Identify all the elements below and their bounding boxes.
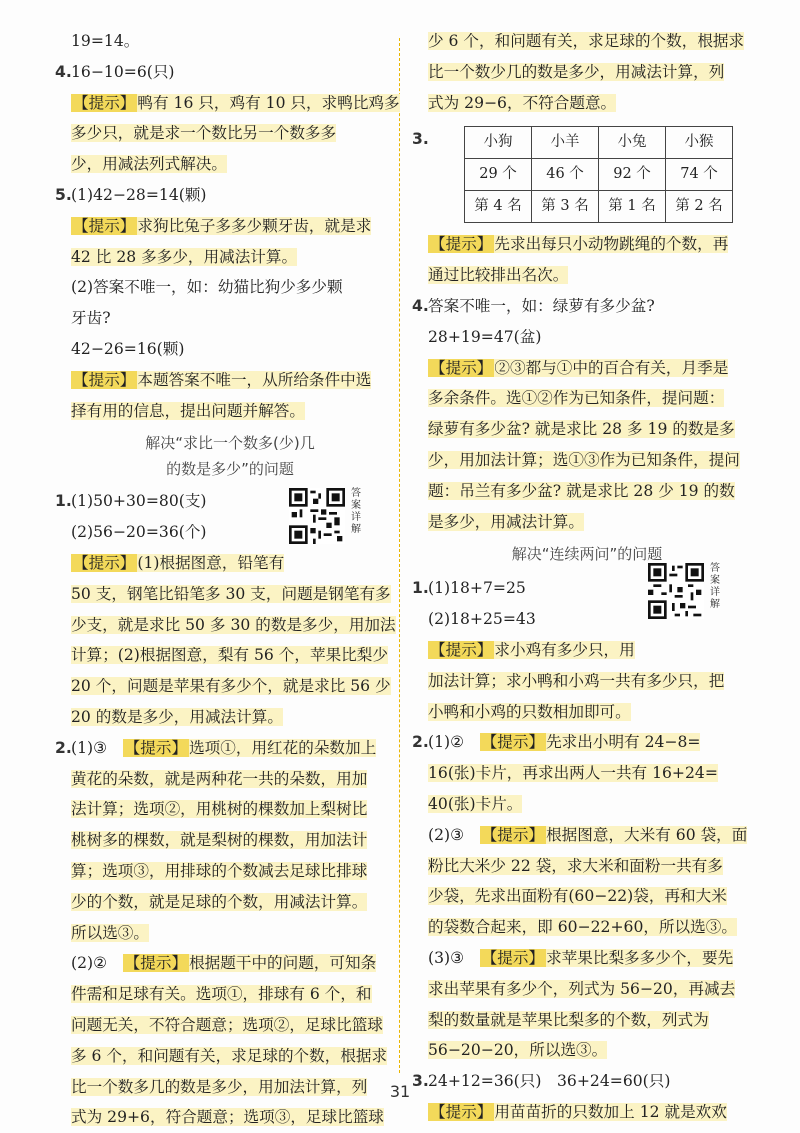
table-cell: 小羊: [532, 127, 599, 159]
question-number: 3.: [412, 130, 429, 149]
hint-text: 40(张)卡片。: [428, 794, 523, 813]
hint-text: 式为 29−6，不符合题意。: [428, 93, 617, 112]
hint-text: 件需和足球有关。选项①，排球有 6 个，和: [71, 985, 372, 1004]
question-number: 4.: [412, 296, 429, 315]
qr-label: 答案详解: [351, 488, 361, 536]
hint-text: 本题答案不唯一，从所给条件中选: [137, 370, 372, 389]
hint-text: 少支，就是求比 50 多 30 的数是多少，用加法: [71, 615, 396, 634]
table-cell: 46 个: [532, 159, 599, 191]
hint-text: 小鸭和小鸡的只数相加即可。: [428, 702, 631, 721]
answer-line: (2)56−20=36(个): [71, 523, 207, 542]
hint-text: 根据图意，大米有 60 袋，面: [546, 825, 748, 844]
table-cell: 小猴: [666, 127, 733, 159]
hint-text: 少 6 个，和问题有关，求足球的个数，根据求: [428, 32, 745, 50]
qr-code-icon: [289, 488, 345, 544]
hint-text: 梨的数量就是苹果比梨多的个数，列式为: [428, 1010, 709, 1029]
table-cell: 74 个: [666, 159, 733, 191]
hint-text: 是多少，用减法计算。: [428, 512, 584, 531]
right-column: [412, 26, 762, 1128]
hint-tag: 【提示】: [481, 733, 545, 752]
hint-text: 根据题干中的问题，可知条: [189, 954, 377, 973]
hint-tag: 【提示】: [124, 738, 188, 757]
hint-text: 黄花的朵数，就是两种花一共的朵数，用加: [71, 769, 368, 788]
hint-text: 先求出每只小动物跳绳的个数，再: [494, 235, 729, 254]
question-4-right: [412, 291, 762, 537]
question-4: [55, 57, 405, 180]
hint-tag: 【提示】: [73, 553, 136, 572]
hint-text: (1)根据图意，铅笔有: [137, 553, 285, 572]
table-cell: 92 个: [599, 159, 666, 191]
question-number: 4.: [55, 62, 72, 81]
table-row: [465, 159, 733, 191]
hint-tag: 【提示】: [430, 1102, 493, 1121]
hint-text: 多余条件。选①②作为已知条件，提问题：: [428, 389, 725, 408]
section1-question-2: [55, 733, 405, 1133]
hint-tag: 【提示】: [73, 93, 136, 112]
text-line: 牙齿?: [71, 309, 111, 328]
question-number: 5.: [55, 185, 72, 204]
hint-text: 桃树多的棵数，就是梨树的棵数，用加法计: [71, 831, 368, 850]
hint-text: 多少只，就是求一个数比另一个数多多: [71, 124, 337, 143]
hint-text: 题：吊兰有多少盆? 就是求比 28 少 19 的数: [428, 481, 735, 500]
qr-label: 答案详解: [710, 563, 720, 611]
hint-tag: 【提示】: [73, 370, 136, 389]
table-row: [465, 127, 733, 159]
hint-text: 的袋数合起来，即 60−22+60，所以选③。: [428, 918, 737, 937]
answer-line: 28+19=47(盆): [428, 327, 542, 346]
answer-choice: (3)③: [428, 948, 465, 967]
answer-line: (1)18+7=25: [428, 579, 526, 598]
qr-code[interactable]: [648, 563, 722, 625]
hint-text: 少的个数，就是足球的个数，用减法计算。: [71, 892, 368, 911]
section2-question-1: [412, 563, 762, 727]
answer-choice: (2)②: [71, 954, 108, 973]
table-cell: 第 2 名: [666, 191, 733, 223]
question-3: [412, 124, 762, 291]
hint-text: 绿萝有多少盆? 就是求比 28 多 19 的数是多: [428, 420, 735, 439]
hint-text: 少袋，先求出面粉有(60−22)袋，再和大米: [428, 887, 727, 906]
hint-text: 20 的数是多少，用减法计算。: [71, 707, 283, 726]
hint-tag: 【提示】: [481, 948, 545, 967]
text-line: 19=14。: [71, 32, 140, 50]
hint-tag: 【提示】: [430, 640, 493, 659]
hint-text: 粉比大米少 22 袋，求大米和面粉一共有多: [428, 856, 723, 875]
table-cell: 小兔: [599, 127, 666, 159]
hint-text: 求狗比兔子多多少颗牙齿，就是求: [137, 216, 372, 235]
hint-text: 比一个数少几的数是多少，用减法计算，列: [428, 62, 725, 81]
question-number: 3.: [412, 1072, 429, 1091]
hint-tag: 【提示】: [73, 216, 136, 235]
question-number: 1.: [412, 579, 429, 598]
hint-text: 法计算；选项②，用桃树的棵数加上梨树比: [71, 800, 368, 819]
qr-code-icon: [648, 563, 704, 619]
table-cell: 29 个: [465, 159, 532, 191]
table-cell: 第 4 名: [465, 191, 532, 223]
left-column: [55, 26, 405, 1133]
section-title-line: 解决“求比一个数多(少)几: [145, 434, 315, 453]
hint-text: 56−20−20，所以选③。: [428, 1041, 608, 1060]
hint-text: 比一个数多几的数是多少，用加法计算，列: [71, 1077, 368, 1096]
answer-line: 42−26=16(颗): [71, 339, 185, 358]
hint-text: 用苗苗折的只数加上 12 就是欢欢: [494, 1102, 727, 1121]
question-number: 2.: [55, 738, 72, 757]
hint-text: 式为 29+6，符合题意；选项③，足球比篮球: [71, 1108, 384, 1127]
answer-line: (2)18+25=43: [428, 610, 536, 629]
text-line: (2)答案不唯一，如：幼猫比狗少多少颗: [71, 278, 343, 297]
hint-text: 求苹果比梨多多少个，要先: [546, 948, 734, 967]
hint-text: 问题无关，不符合题意；选项②，足球比篮球: [71, 1015, 383, 1034]
qr-code[interactable]: [289, 488, 363, 550]
hint-tag: 【提示】: [430, 235, 493, 254]
hint-text: 20 个，问题是苹果有多少个，就是求比 56 少: [71, 677, 391, 696]
answer-choice: (1)②: [428, 733, 465, 752]
hint-text: 计算；(2)根据图意，梨有 56 个，苹果比梨少: [71, 646, 388, 665]
hint-text: 50 支，钢笔比铅笔多 30 支，问题是钢笔有多: [71, 584, 391, 603]
table-cell: 小狗: [465, 127, 532, 159]
hint-text: 加法计算；求小鸭和小鸡一共有多少只，把: [428, 671, 725, 690]
section-title: [55, 430, 405, 482]
hint-text: ②③都与①中的百合有关，月季是: [494, 358, 729, 377]
hint-text: 先求出小明有 24−8=: [546, 733, 701, 752]
table-cell: 第 3 名: [532, 191, 599, 223]
hint-text: 少，用减法列式解决。: [71, 155, 227, 174]
hint-tag: 【提示】: [481, 825, 545, 844]
hint-tag: 【提示】: [124, 954, 188, 973]
hint-text: 鸭有 16 只，鸡有 10 只，求鸭比鸡多: [137, 93, 400, 112]
hint-text: 所以选③。: [71, 923, 149, 942]
hint-tag: 【提示】: [430, 358, 493, 377]
hint-text: 多 6 个，和问题有关，求足球的个数，根据求: [71, 1046, 388, 1065]
question-number: 1.: [55, 492, 72, 511]
question-5: [55, 180, 405, 426]
section-title-line: 的数是多少”的问题: [166, 460, 294, 479]
page-number: 31: [389, 1082, 411, 1101]
answer-line: 24+12=36(只) 36+24=60(只): [428, 1072, 671, 1091]
hint-text: 少，用加法计算；选①③作为已知条件，提问: [428, 450, 740, 469]
answer-choice: (1)③: [71, 738, 108, 757]
hint-text: 42 比 28 多多少，用减法计算。: [71, 247, 298, 266]
table-cell: 第 1 名: [599, 191, 666, 223]
hint-text: 通过比较排出名次。: [428, 266, 569, 285]
hint-text: 择有用的信息，提出问题并解答。: [71, 401, 305, 420]
answer-choice: (2)③: [428, 825, 465, 844]
hint-text: 选项①，用红花的朵数加上: [189, 738, 377, 757]
hint-text: 求出苹果有多少个，列式为 56−20，再减去: [428, 979, 736, 998]
section2-question-2: [412, 727, 762, 1066]
section1-question-1: [55, 486, 405, 732]
hint-text: 16(张)卡片，再求出两人一共有 16+24=: [428, 764, 718, 783]
answer-line: 16−10=6(只): [71, 62, 175, 81]
section-title: 解决“连续两问”的问题: [511, 545, 663, 564]
hint-text: 求小鸡有多少只，用: [494, 640, 635, 659]
hint-text: 算；选项③，用排球的个数减去足球比排球: [71, 861, 368, 880]
text-line: 答案不唯一，如：绿萝有多少盆?: [428, 296, 655, 315]
table-row: [465, 191, 733, 223]
question-number: 2.: [412, 733, 429, 752]
ranking-table: [464, 126, 733, 223]
answer-line: (1)42−28=14(颗): [71, 185, 207, 204]
answer-line: (1)50+30=80(支): [71, 492, 207, 511]
